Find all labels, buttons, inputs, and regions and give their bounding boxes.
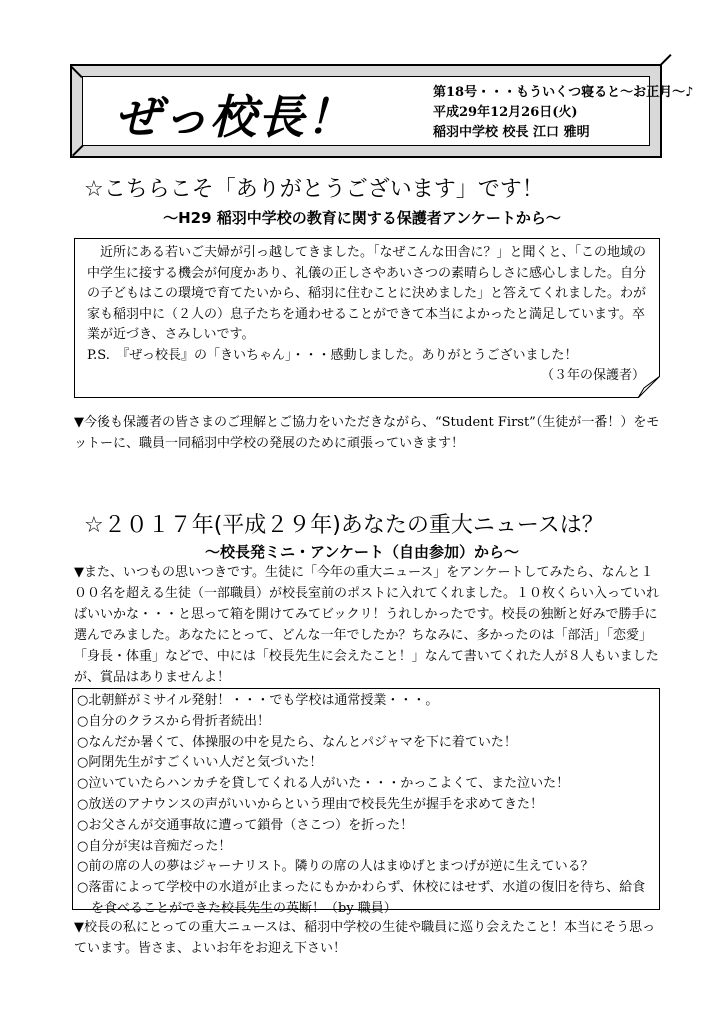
masthead: [70, 64, 694, 158]
news-item: ○自分のクラスから骨折者続出！: [77, 713, 270, 729]
section2-heading: ☆２０１７年(平成２９年)あなたの重大ニュースは？: [84, 513, 604, 538]
section1-heading: ☆こちらこそ「ありがとうございます」です！: [84, 177, 544, 202]
issue-author: 稲羽中学校 校長 江口 雅明: [433, 125, 590, 140]
newsletter-title: ぜっ校長！: [115, 90, 355, 144]
section1-closing: [74, 412, 666, 454]
news-item: ○泣いていたらハンカチを貸してくれる人がいた・・・かっこよくて、また泣いた！: [77, 776, 570, 792]
news-item: ○自分が実は音痴だった！: [77, 838, 232, 854]
letter-ps: P.S. 『ぜっ校長』の「きいちゃん」・・・感動しました。ありがとうございました！: [87, 347, 578, 363]
section1-subheading: ～H29 稲羽中学校の教育に関する保護者アンケートから～: [163, 209, 561, 227]
news-item: ○お父さんが交通事故に遭って鎖骨（さこつ）を折った！: [77, 817, 414, 833]
news-item: ○北朝鮮がミサイル発射！・・・でも学校は通常授業・・・。: [77, 693, 439, 708]
issue-info: [433, 83, 693, 143]
news-item: ○阿閉先生がすごくいい人だと気づいた！: [77, 755, 323, 771]
issue-number: 第18号・・・もういくつ寝ると～お正月～♪: [433, 85, 694, 100]
section2-closing: [74, 917, 666, 959]
news-item: ○落雷によって学校中の水道が止まったにもかかわらず、休校にはせず、水道の復旧を待ち、給食を食べることができた校長先生の英断！（by 職員）: [77, 880, 646, 916]
page-curl-icon: [638, 376, 660, 398]
news-item: ○放送のアナウンスの声がいいからという理由で校長先生が握手を求めてきた！: [77, 796, 543, 812]
news-item: ○なんだか暑くて、体操服の中を見たら、なんとパジャマを下に着ていた！: [77, 734, 517, 750]
parent-letter-box: [74, 238, 660, 398]
section2-intro-text: ▼また、いつもの思いつきです。生徒に「今年の重大ニュース」をアンケートしてみたら、なんと１００名を超える生徒（一部職員）が校長室前のポストに入れてくれました。１０枚くらい入っていればいいかな・・・と思って箱を開けてみてビックリ！うれしかったです。校長の独断と好みで勝手に選んでみました。あなたにとって、どんな一年でしたか？ちなみに、多かったのは「部活」「恋愛」「身長・体重」などで、中には「校長先生に会えたこと！」なんて書いてくれた人が８人もいましたが、賞品はありませんよ！: [74, 565, 660, 685]
section2-intro: [74, 562, 666, 688]
section1-closing-text: ▼今後も保護者の皆さまのご理解とご協力をいただきながら、“Student First”（生徒が一番！）をモットーに、職員一同稲羽中学校の発展のために頑張っていきます！: [74, 415, 660, 451]
letter-body: 近所にある若いご夫婦が引っ越してきました。「なぜこんな田舎に？」と聞くと、「この地域の中学生に接する機会が何度かあり、礼儀の正しさやあいさつの素晴らしさに感心しました。自分の子どもはこの環境で育てたいから、稲羽に住むことに決めました」と答えてくれました。わが家も稲羽中に（２人の）息子たちを通わせることができて本当によかったと満足しています。卒業が近づき、さみしいです。: [87, 245, 647, 342]
parent-letter: [87, 243, 653, 387]
section2-subheading: ～校長発ミニ・アンケート（自由参加）から～: [204, 543, 520, 561]
masthead-panel: [82, 76, 694, 146]
news-list-box: [72, 688, 660, 916]
news-list: [77, 691, 655, 920]
section2-closing-text: ▼校長の私にとっての重大ニュースは、稲羽中学校の生徒や職員に巡り会えたこと！本当にそう思っています。皆さま、よいお年をお迎え下さい！: [74, 920, 656, 956]
news-item: ○前の席の人の夢はジャーナリスト。隣りの席の人はまゆげとまつげが逆に生えている？: [77, 859, 594, 875]
letter-signature: （３年の保護者）: [540, 368, 645, 383]
issue-date: 平成29年12月26日(火): [433, 105, 578, 120]
